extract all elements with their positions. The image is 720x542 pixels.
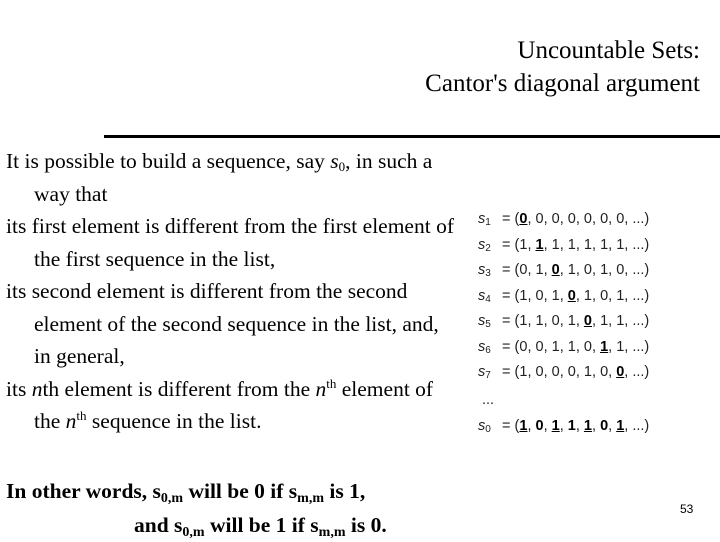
sequence-bit: 1 [616,236,625,253]
sequence-label: $s_5$ [478,313,491,330]
sequence-bit: 1 [519,417,528,434]
conclusion [6,474,387,542]
sequence-bit: 0 [519,262,528,278]
sequence-bit: 1 [551,236,560,253]
sequence-bit: 1 [600,338,609,355]
sequence-bit: 0 [567,211,576,227]
conclusion-line-1: In other words, $s_{0,m}$ will be 0 if $s_{m,m}$ is 1, [6,479,366,506]
sequence-ellipsis: ... [482,391,495,408]
sequence-label: $s_3$ [478,262,491,279]
diagonal-sequence-row: $s_0 = (1$, 0, 1, 1, 1, 0, 1, ...) [478,414,649,440]
sequence-list [478,207,649,439]
slide-title [425,34,700,100]
sequence-bit: 1 [567,236,576,253]
sequence-row: $s_4 = (1$, 0, 1, 0, 1, 0, 1, ...) [478,284,649,310]
sequence-bit: 0 [535,338,544,355]
sequence-bit: 1 [616,313,625,329]
sequence-bit: 1 [567,417,576,434]
sequence-bit: 0 [567,287,576,304]
sequence-label: $s_7$ [478,364,491,381]
sequence-bit: 1 [519,287,528,304]
sequence-bit: 0 [535,417,544,434]
sequence-bit: 0 [551,211,560,227]
sequence-bit: 1 [583,236,592,253]
sequence-bit: 1 [600,262,609,278]
sequence-bit: 0 [567,364,576,380]
sequence-row: $s_3 = (0$, 1, 0, 1, 0, 1, 0, ...) [478,258,649,284]
sequence-label: $s_6$ [478,338,491,356]
sequence-label: $s_0$ [478,417,491,435]
sequence-bit: 0 [519,338,528,355]
sequence-bit: 0 [616,262,625,278]
sequence-row: $s_2 = (1$, 1, 1, 1, 1, 1, 1, ...) [478,233,649,259]
sequence-bit: 0 [535,211,544,227]
sequence-row: $s_6 = (0$, 0, 1, 1, 0, 1, 1, ...) [478,335,649,361]
sequence-bit: 1 [519,364,528,380]
sequence-bit: 1 [616,338,625,355]
sequence-bit: 1 [535,262,544,278]
title-line-1: Uncountable Sets: [517,37,700,64]
sequence-row: $s_5 = (1$, 1, 0, 1, 0, 1, 1, ...) [478,309,649,335]
paragraph: its first element is different from the first element of the first sequence in the list, [6,214,454,271]
sequence-bit: 0 [583,338,592,355]
paragraph: its second element is different from the second element of the second sequence in the list, and, in general, [6,279,439,368]
body-text [6,145,456,438]
sequence-bit: 1 [567,313,576,329]
sequence-bit: 1 [519,236,528,253]
sequence-bit: 1 [600,313,609,329]
sequence-row: $s_7 = (1$, 0, 0, 0, 1, 0, 0, ...) [478,360,649,386]
sequence-label: $s_4$ [478,287,491,305]
sequence-bit: 1 [551,287,560,304]
sequence-bit: 0 [616,211,625,227]
sequence-bit: 0 [551,364,560,380]
sequence-bit: 0 [551,262,560,278]
sequence-bit: 1 [519,313,528,329]
sequence-bit: 1 [583,364,592,380]
sequence-bit: 0 [551,313,560,329]
sequence-bit: 0 [600,417,609,434]
sequence-bit: 1 [567,338,576,355]
sequence-bit: 0 [583,313,592,329]
sequence-bit: 0 [583,211,592,227]
title-line-2: Cantor's diagonal argument [425,70,700,97]
sequence-bit: 1 [567,262,576,278]
conclusion-line-2: and $s_{0,m}$ will be 1 if $s_{m,m}$ is 0. [134,513,387,540]
sequence-bit: 0 [600,364,609,380]
sequence-bit: 0 [600,211,609,227]
sequence-bit: 1 [551,338,560,355]
sequence-bit: 0 [519,211,528,227]
sequence-bit: 0 [616,364,625,380]
sequence-row: $s_1 = (0$, 0, 0, 0, 0, 0, 0, ...) [478,207,649,233]
paragraph: its nth element is different from the $n^{th}$ element of the $n^{th}$ sequence in the list. [6,375,434,433]
sequence-bit: 0 [583,262,592,278]
sequence-bit: 1 [551,417,560,434]
sequence-bit: 0 [600,287,609,304]
sequence-bit: 1 [535,313,544,329]
sequence-bit: 0 [535,364,544,380]
paragraph: It is possible to build a sequence, say $s_0$, in such a way that [6,149,433,206]
sequence-bit: 1 [535,236,544,253]
page-number: 53 [680,502,694,516]
sequence-label: $s_2$ [478,236,491,254]
sequence-bit: 1 [583,417,592,434]
sequence-bit: 1 [616,417,625,434]
sequence-label: $s_1$ [478,211,491,228]
sequence-bit: 1 [583,287,592,304]
sequence-bit: 1 [600,236,609,253]
sequence-bit: 1 [616,287,625,304]
sequence-bit: 0 [535,287,544,304]
title-rule [104,135,720,138]
